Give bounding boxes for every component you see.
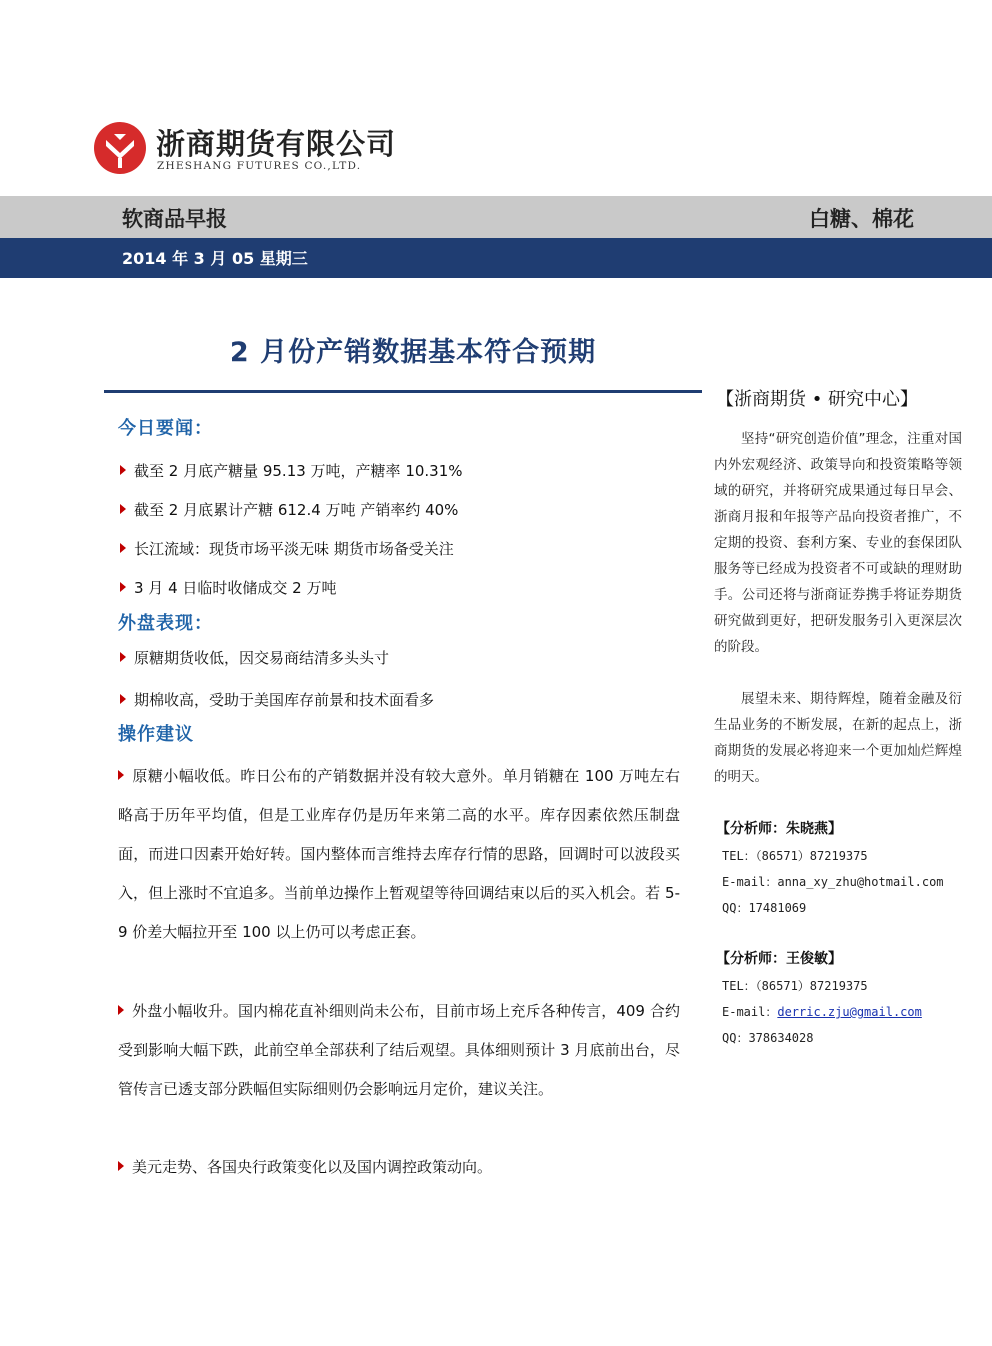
external-item: 原糖期货收低，因交易商结清多头头寸 <box>120 647 389 668</box>
analyst-email-link[interactable]: derric.zju@gmail.com <box>777 1005 922 1019</box>
company-name-cn: 浙商期货有限公司 <box>156 127 397 161</box>
date-bar <box>0 238 992 278</box>
bullet-arrow-icon <box>120 582 126 592</box>
news-item: 3 月 4 日临时收储成交 2 万吨 <box>120 577 336 598</box>
title-divider <box>104 390 702 393</box>
bullet-arrow-icon <box>120 694 126 704</box>
analyst-heading: 【分析师：朱晓燕】 <box>716 821 842 837</box>
news-item: 截至 2 月底累计产糖 612.4 万吨 产销率约 40% <box>120 499 458 520</box>
analyst-email: E-mail：anna_xy_zhu@hotmail.com <box>722 875 944 889</box>
report-header-bar <box>0 196 992 238</box>
report-date: 2014 年 3 月 05 星期三 <box>122 249 308 268</box>
report-products: 白糖、棉花 <box>809 207 914 231</box>
section-heading-news: 今日要闻： <box>118 418 213 439</box>
analyst-qq: QQ：17481069 <box>722 901 807 915</box>
analyst-tel: TEL：（86571）87219375 <box>722 979 868 993</box>
analyst-heading: 【分析师：王俊敏】 <box>716 951 842 967</box>
zheshang-logo-icon <box>92 120 148 176</box>
company-name-en: ZHESHANG FUTURES CO.,LTD. <box>157 160 362 172</box>
bullet-arrow-icon <box>118 1005 124 1015</box>
bullet-arrow-icon <box>118 770 124 780</box>
advice-paragraph-cotton: 外盘小幅收升。国内棉花直补细则尚未公布，目前市场上充斥各种传言，409 合约受到影响大幅下跌，此前空单全部获利了结后观望。具体细则预计 3 月底前出台，尽管传言已透支部分跌幅但实际细则仍会影响远月定价，建议关注。 <box>118 1002 680 1098</box>
external-item: 期棉收高，受助于美国库存前景和技术面看多 <box>120 689 434 710</box>
bullet-arrow-icon <box>120 465 126 475</box>
research-center-heading: 【浙商期货 • 研究中心】 <box>716 389 919 410</box>
report-category: 软商品早报 <box>122 207 227 231</box>
research-center-outlook: 展望未来、期待辉煌，随着金融及衍生品业务的不断发展，在新的起点上，浙商期货的发展必将迎来一个更加灿烂辉煌的明天。 <box>714 691 962 785</box>
news-item: 长江流域：现货市场平淡无味 期货市场备受关注 <box>120 538 454 559</box>
analyst-tel: TEL：（86571）87219375 <box>722 849 868 863</box>
analyst-email: E-mail：derric.zju@gmail.com <box>722 1005 922 1019</box>
section-heading-advice: 操作建议 <box>118 724 194 745</box>
advice-paragraph-risk: 美元走势、各国央行政策变化以及国内调控政策动向。 <box>118 1148 680 1187</box>
bullet-arrow-icon <box>120 543 126 553</box>
news-item: 截至 2 月底产糖量 95.13 万吨，产糖率 10.31% <box>120 460 463 481</box>
analyst-qq: QQ：378634028 <box>722 1031 814 1045</box>
report-title: 2 月份产销数据基本符合预期 <box>229 337 597 368</box>
bullet-arrow-icon <box>120 504 126 514</box>
advice-paragraph-sugar: 原糖小幅收低。昨日公布的产销数据并没有较大意外。单月销糖在 100 万吨左右略高于历年平均值，但是工业库存仍是历年来第二高的水平。库存因素依然压制盘面，而进口因素开始好转。国内整体而言维持去库存行情的思路，回调时可以波段买入，但上涨时不宜追多。当前单边操作上暂观望等待回调结束以后的买入机会。若 5-9 价差大幅拉开至 100 以上仍可以考虑正套。 <box>118 767 680 941</box>
bullet-arrow-icon <box>120 652 126 662</box>
company-logo <box>92 120 397 180</box>
section-heading-external: 外盘表现： <box>118 613 213 634</box>
research-center-intro: 坚持“研究创造价值”理念，注重对国内外宏观经济、政策导向和投资策略等领域的研究，并将研究成果通过每日早会、浙商月报和年报等产品向投资者推广，不定期的投资、套利方案、专业的套保团队服务等已经成为投资者不可或缺的理财助手。公司还将与浙商证券携手将证券期货研究做到更好，把研发服务引入更深层次的阶段。 <box>714 431 962 655</box>
analyst-email-address: anna_xy_zhu@hotmail.com <box>777 875 944 889</box>
bullet-arrow-icon <box>118 1161 124 1171</box>
